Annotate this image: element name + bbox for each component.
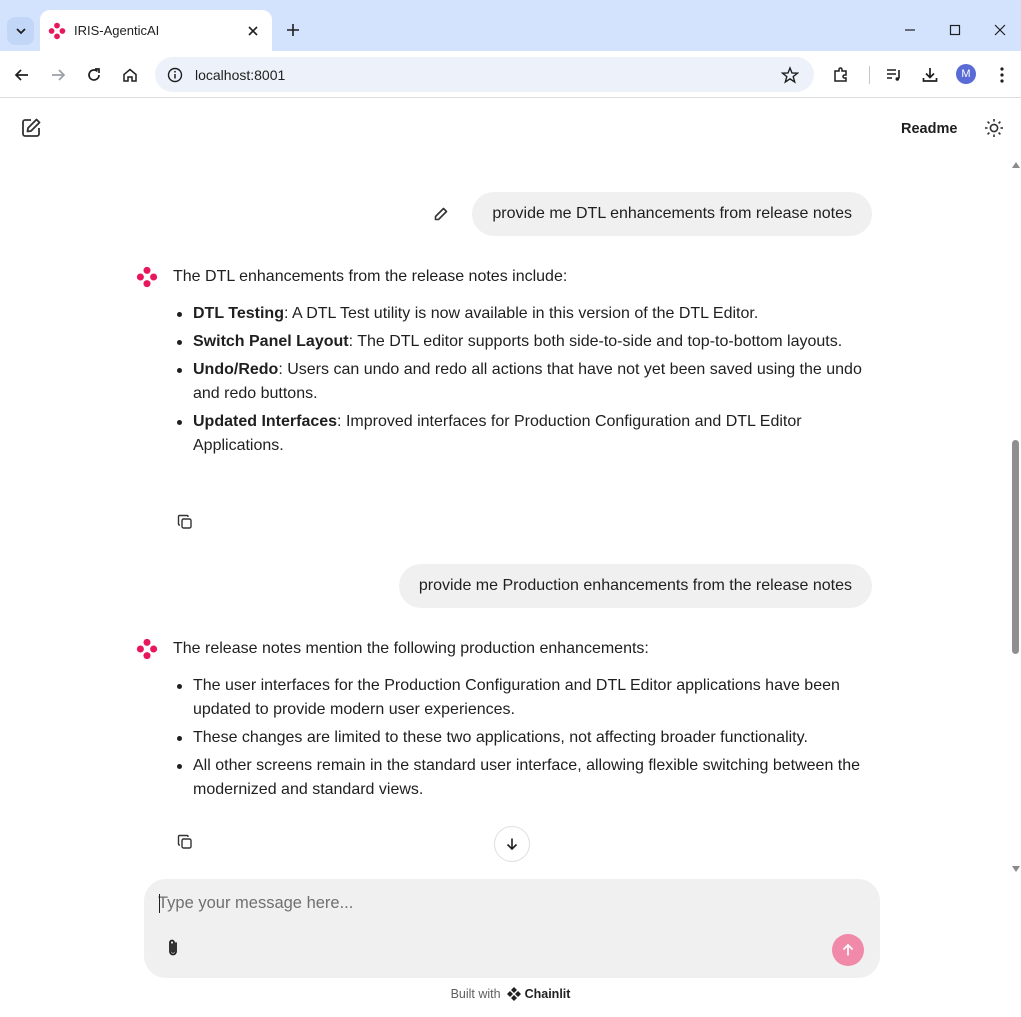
- user-message: [432, 192, 872, 236]
- arrow-down-icon: [505, 837, 519, 851]
- close-tab-icon[interactable]: [244, 22, 262, 40]
- list-item: [173, 674, 873, 722]
- assistant-bullet-list: [173, 674, 873, 806]
- minimize-button[interactable]: [898, 18, 922, 42]
- chat-scrollbar[interactable]: [1010, 160, 1021, 876]
- assistant-bullet-list: [173, 302, 873, 462]
- plus-icon: [286, 23, 300, 37]
- url-text: localhost:8001: [195, 66, 286, 83]
- close-window-button[interactable]: [988, 18, 1012, 42]
- list-item: [173, 330, 873, 354]
- address-bar[interactable]: [155, 57, 814, 92]
- assistant-intro-text: The release notes mention the following production enhancements:: [173, 640, 649, 657]
- media-controls-button[interactable]: [882, 63, 906, 87]
- list-item: [173, 754, 873, 802]
- list-item-title: Undo/Redo: [193, 361, 279, 378]
- download-icon: [921, 66, 939, 84]
- scroll-to-bottom-button[interactable]: [494, 826, 530, 862]
- chainlit-brand[interactable]: Chainlit: [524, 987, 571, 1001]
- list-item-title: Switch Panel Layout: [193, 333, 349, 350]
- home-button[interactable]: [118, 63, 142, 87]
- list-item: [173, 726, 873, 750]
- list-item-text: The user interfaces for the Production Configuration and DTL Editor applications have been updated to provide modern user experiences.: [193, 677, 840, 718]
- assistant-message: [136, 638, 866, 808]
- app-header: [0, 99, 1021, 159]
- copy-message-button[interactable]: [176, 833, 194, 851]
- playlist-icon: [885, 66, 903, 84]
- extensions-button[interactable]: [829, 63, 853, 87]
- built-with-text: Built with: [450, 987, 501, 1001]
- new-chat-button[interactable]: [18, 115, 44, 141]
- maximize-button[interactable]: [943, 18, 967, 42]
- paperclip-icon: [164, 938, 182, 958]
- copy-icon: [177, 834, 193, 850]
- readme-button[interactable]: Readme: [901, 121, 958, 137]
- forward-button[interactable]: [46, 63, 70, 87]
- arrow-left-icon: [14, 67, 30, 83]
- list-item-text: These changes are limited to these two applications, not affecting broader functionality.: [193, 729, 808, 746]
- puzzle-icon: [832, 66, 850, 84]
- assistant-intro-text: The DTL enhancements from the release notes include:: [173, 268, 568, 285]
- sun-icon: [984, 118, 1004, 138]
- tab-search-button[interactable]: [7, 17, 34, 45]
- close-icon: [994, 24, 1006, 36]
- copy-message-button[interactable]: [176, 513, 194, 531]
- maximize-icon: [949, 24, 961, 36]
- arrow-up-icon: [841, 943, 855, 957]
- list-item: [173, 410, 873, 458]
- theme-toggle-button[interactable]: [982, 116, 1006, 140]
- list-item-text: All other screens remain in the standard user interface, allowing flexible switching between the modernized and standard views.: [193, 757, 861, 798]
- list-item: [173, 358, 873, 406]
- browser-menu-button[interactable]: [990, 63, 1014, 87]
- list-item-text: : Users can undo and redo all actions that have not yet been saved using the undo and redo buttons.: [193, 361, 862, 402]
- browser-tabstrip: [0, 0, 1021, 51]
- browser-tab[interactable]: [40, 10, 272, 51]
- assistant-avatar-icon: [136, 266, 158, 288]
- copy-icon: [177, 514, 193, 530]
- chainlit-logo-icon: [506, 986, 522, 1002]
- scroll-thumb[interactable]: [1012, 440, 1019, 654]
- send-button[interactable]: [832, 934, 864, 966]
- assistant-message: [136, 266, 866, 496]
- arrow-right-icon: [50, 67, 66, 83]
- text-caret: [159, 894, 160, 913]
- list-item-text: : A DTL Test utility is now available in this version of the DTL Editor.: [283, 305, 759, 322]
- user-message-bubble: provide me DTL enhancements from release notes: [472, 192, 872, 236]
- assistant-avatar-icon: [136, 638, 158, 660]
- chevron-down-icon: [15, 25, 27, 37]
- user-message: [399, 564, 872, 608]
- list-item-title: Updated Interfaces: [193, 413, 338, 430]
- home-icon: [122, 67, 138, 83]
- scroll-down-arrow[interactable]: [1012, 866, 1020, 872]
- minimize-icon: [904, 24, 916, 36]
- scroll-up-arrow[interactable]: [1012, 162, 1020, 168]
- profile-avatar[interactable]: M: [956, 64, 976, 84]
- message-composer: [144, 879, 880, 978]
- list-item: [173, 302, 873, 326]
- more-vertical-icon: [1000, 67, 1004, 83]
- browser-toolbar: [0, 51, 1021, 98]
- toolbar-separator: [869, 66, 870, 84]
- edit-square-icon: [20, 117, 42, 139]
- back-button[interactable]: [10, 63, 34, 87]
- site-info-icon[interactable]: [167, 67, 183, 83]
- footer: [0, 986, 1021, 1002]
- new-tab-button[interactable]: [282, 19, 304, 41]
- tab-title: IRIS-AgenticAI: [74, 23, 160, 38]
- attach-file-button[interactable]: [162, 937, 184, 959]
- edit-message-icon[interactable]: [432, 205, 450, 223]
- list-item-text: : The DTL editor supports both side-to-side and top-to-bottom layouts.: [348, 333, 843, 350]
- list-item-title: DTL Testing: [193, 305, 284, 322]
- reload-icon: [86, 67, 102, 83]
- reload-button[interactable]: [82, 63, 106, 87]
- list-item-text: : Improved interfaces for Production Configuration and DTL Editor Applications.: [193, 413, 802, 454]
- user-message-bubble: provide me Production enhancements from the release notes: [399, 564, 872, 608]
- downloads-button[interactable]: [918, 63, 942, 87]
- bookmark-star-icon[interactable]: [778, 63, 802, 87]
- iris-logo-icon: [48, 22, 66, 40]
- message-input[interactable]: [158, 891, 818, 915]
